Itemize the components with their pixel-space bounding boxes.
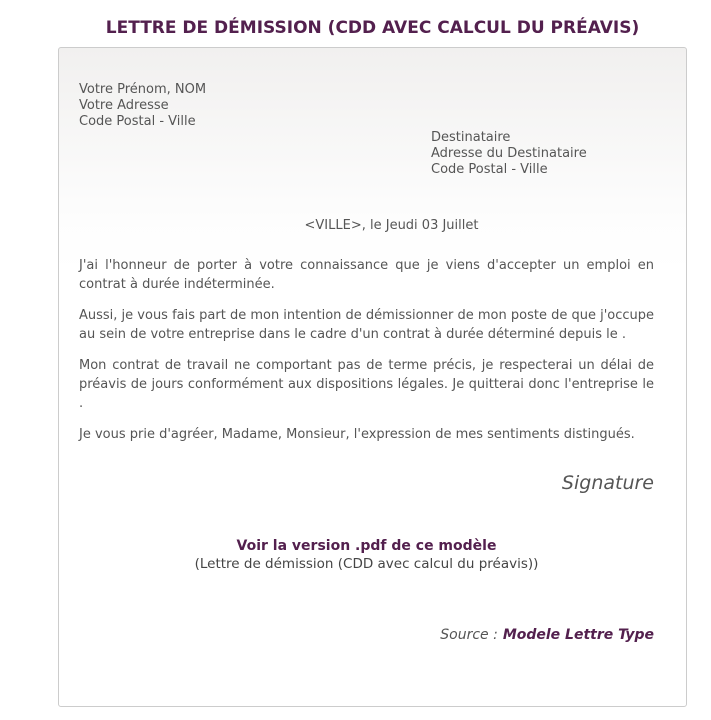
sender-address-block: [79, 82, 654, 130]
letter-preview-box: [58, 47, 687, 707]
recipient-street: Adresse du Destinataire: [431, 146, 587, 161]
letter-paragraph-1: J'ai l'honneur de porter à votre connaissance que je viens d'accepter un emploi en contrat à durée indéterminée.: [79, 258, 654, 292]
source-line: [79, 627, 654, 644]
source-link[interactable]: Modele Lettre Type: [502, 627, 654, 643]
recipient-name: Destinataire: [431, 130, 511, 145]
pdf-version-link[interactable]: Voir la version .pdf de ce modèle: [236, 538, 497, 554]
sender-name: Votre Prénom, NOM: [79, 82, 207, 97]
signature-text: Signature: [561, 472, 654, 494]
date-line: <VILLE>, le Jeudi 03 Juillet: [304, 218, 479, 233]
source-label: Source :: [440, 627, 498, 643]
letter-paragraph-2: Aussi, je vous fais part de mon intention de démissionner de mon poste de que j'occupe au sein de votre entreprise dans le cadre d'un contrat à durée déterminé depuis le .: [79, 308, 655, 342]
pdf-block: [79, 538, 654, 573]
letter-paragraph-3: Mon contrat de travail ne comportant pas de terme précis, je respecterai un délai de préavis de jours conformément aux dispositions légales. Je quitterai donc l'entreprise le .: [79, 358, 654, 411]
page-title: LETTRE DE DÉMISSION (CDD AVEC CALCUL DU PRÉAVIS): [105, 18, 640, 38]
letter-paragraph-4: Je vous prie d'agréer, Madame, Monsieur, l'expression de mes sentiments distingués.: [79, 427, 635, 442]
recipient-address-block: [431, 130, 654, 178]
pdf-subtitle: (Lettre de démission (CDD avec calcul du préavis)): [194, 556, 539, 572]
sender-street: Votre Adresse: [79, 98, 169, 113]
sender-city: Code Postal - Ville: [79, 114, 196, 129]
recipient-city: Code Postal - Ville: [431, 162, 548, 177]
